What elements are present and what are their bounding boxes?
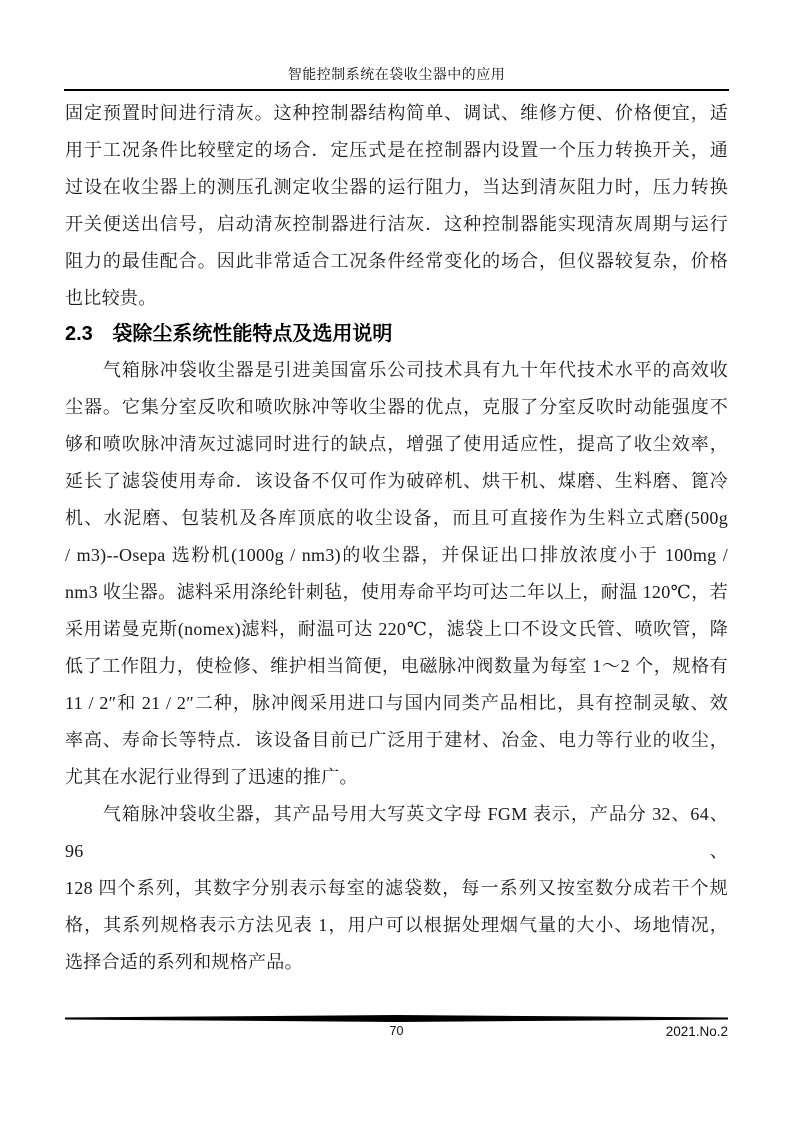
text-line: 延长了滤袋使用寿命．该设备不仅可作为破碎机、烘干机、煤磨、生料磨、篦冷	[65, 471, 728, 491]
paragraph-2	[65, 352, 728, 796]
text-line: 用于工况条件比较壁定的场合．定压式是在控制器内设置一个压力转换开关，通	[65, 140, 728, 160]
text-line: 选择合适的系列和规格产品。	[65, 952, 303, 972]
text-line: 气箱脉冲袋收尘器，其产品号用大写英文字母 FGM 表示，产品分 32、64、96、	[65, 804, 728, 861]
text-line: 固定预置时间进行清灰。这种控制器结构简单、调试、维修方便、价格便宜，适	[65, 103, 728, 123]
text-line: 机、水泥磨、包装机及各库顶底的收尘设备，而且可直接作为生料立式磨(500g	[65, 508, 728, 528]
text-line: 开关便送出信号，启动清灰控制器进行洁灰．这种控制器能实现清灰周期与运行	[65, 214, 728, 234]
page-number: 70	[389, 1024, 404, 1038]
issue-label: 2021.No.2	[665, 1024, 728, 1039]
paragraph-3	[65, 796, 728, 981]
text-line: 采用诺曼克斯(nomex)滤料，耐温可达 220℃，滤袋上口不设文氏管、喷吹管，降	[65, 619, 728, 639]
footer-rule	[65, 1015, 728, 1022]
text-line: 128 四个系列，其数字分别表示每室的滤袋数，每一系列又按室数分成若干个规	[65, 878, 728, 898]
text-line: 低了工作阻力，使检修、维护相当简便，电磁脉冲阀数量为每室 1～2 个，规格有	[65, 656, 728, 676]
text-line: / m3)--Osepa 选粉机(1000g / nm3)的收尘器，并保证出口排放浓度小于 100mg /	[65, 545, 728, 565]
section-number: 2.3	[65, 323, 93, 345]
text-line: 够和喷吹脉冲清灰过滤同时进行的缺点，增强了使用适应性，提高了收尘效率，	[65, 434, 728, 454]
page-footer	[65, 1015, 728, 1038]
text-line: 过设在收尘器上的测压孔测定收尘器的运行阻力，当达到清灰阻力时，压力转换	[65, 177, 728, 197]
header-rule	[64, 89, 729, 91]
page-header	[0, 0, 793, 91]
text-line: 格，其系列规格表示方法见表 1，用户可以根据处理烟气量的大小、场地情况，	[65, 915, 728, 935]
running-head-title: 智能控制系统在袋收尘器中的应用	[287, 68, 506, 83]
text-line: 尘器。它集分室反吹和喷吹脉冲等收尘器的优点，克服了分室反吹时动能强度不	[65, 397, 728, 417]
text-line: 尤其在水泥行业得到了迅速的推广。	[65, 767, 358, 787]
text-line: 11 / 2″和 21 / 2″二种，脉冲阀采用进口与国内同类产品相比，具有控制灵敏、效	[65, 693, 728, 713]
text-line: 阻力的最佳配合。因此非常适合工况条件经常变化的场合，但仪器较复杂，价格	[65, 251, 728, 271]
text-line: 也比较贵。	[65, 288, 157, 308]
document-body	[65, 95, 728, 981]
footer-row	[65, 1024, 728, 1038]
text-line: 气箱脉冲袋收尘器是引进美国富乐公司技术具有九十年代技术水平的高效收	[65, 360, 728, 380]
section-heading	[65, 317, 728, 352]
paragraph-1	[65, 95, 728, 317]
section-title: 袋除尘系统性能特点及选用说明	[112, 323, 393, 345]
text-line: 率高、寿命长等特点．该设备目前已广泛用于建材、冶金、电力等行业的收尘，	[65, 730, 728, 750]
text-line: nm3 收尘器。滤料采用涤纶针刺毡，使用寿命平均可达二年以上，耐温 120℃，若	[65, 582, 728, 602]
